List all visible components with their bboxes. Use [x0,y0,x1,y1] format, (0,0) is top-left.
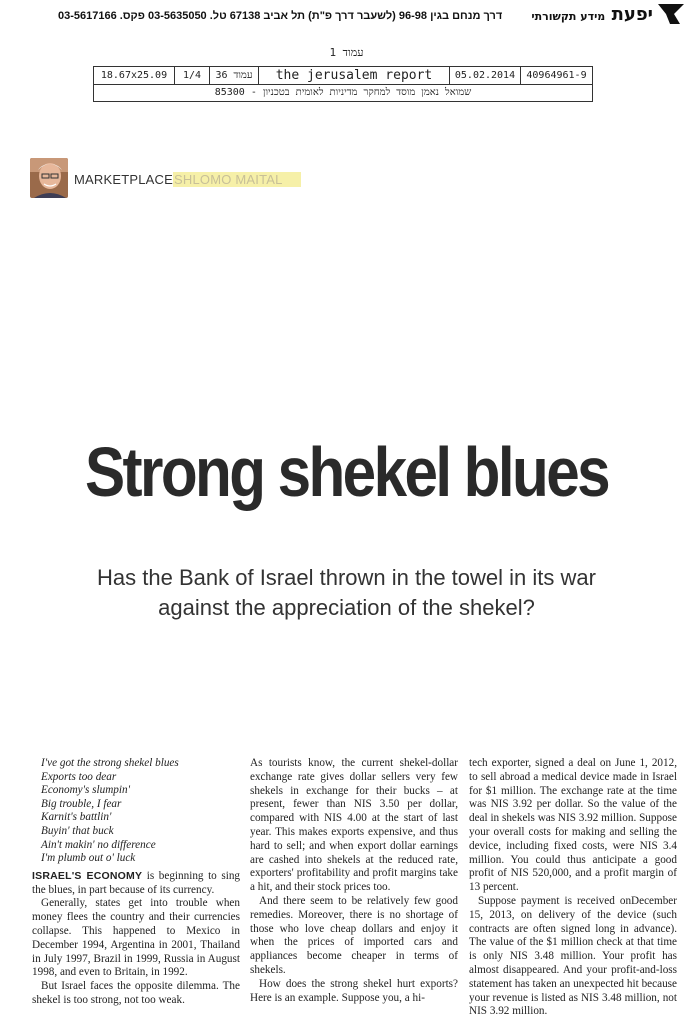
record-fraction: 1/4 [175,67,210,84]
paragraph [32,870,240,898]
clipping-address: דרך מנחם בגין 96-98 (לשעבר דרך פ"ת) תל אביב 67138 טל. 03-5635050 פקס. 03-5617166 [58,10,503,22]
paragraph: How does the strong shekel hurt exports? Here is an example. Suppose you, a hi- [250,977,458,1004]
poem-line: Ain't makin' no difference [41,838,156,851]
paragraph: As tourists know, the current shekel-dollar exchange rate gives dollar sellers very few shekels in exchange for their bucks – at present, fewer than NIS 3.50 per dollar, compared with NIS 4.00 at the start of last year. This makes exports expensive, and thus hard to sell; and when export dollar earnings are cashed into shekels at the reduced rate, exporters' profitability and profit margins take a hit, and their stock prices too. [250,757,458,894]
lead-caps: ISRAEL'S ECONOMY [32,869,143,882]
byline [74,172,301,187]
clipping-header [0,0,693,30]
poem [32,757,240,866]
clipping-record-table [93,66,593,102]
logo-text: יפעת [611,4,653,25]
section-name: MARKETPLACE [74,172,174,187]
record-subject: שמואל נאמן מוסד למחקר מדיניות לאומית בטכניון - 85300 [214,87,472,98]
poem-line: I'm plumb out o' luck [41,852,136,865]
paragraph: Suppose payment is received onDecember 15, 2013, on delivery of the device (such contracts are often signed long in advance). The value of the $1 million check at that time is only NIS 3.48 million. Your profit has almost disappeared. And your profit-and-loss statement has taken an unexpected hit because your revenue is listed as NIS 3.48 million, not NIS 3.92 million. [469,894,677,1018]
article-subhead: Has the Bank of Israel thrown in the towel in its war against the appreciation of the shekel? [97,565,596,620]
poem-line: Buyin' that buck [41,824,114,837]
logo-subtitle: מידע תקשורתי [531,10,606,23]
clipping-logo [531,4,653,25]
record-date: 05.02.2014 [450,67,521,84]
paragraph: And there seem to be relatively few good remedies. Moreover, there is no shortage of those who love cheap dollars and enjoy it when the prices of imported cars and appliances become cheaper in terms of shekels. [250,894,458,976]
paragraph-text: is beginning to sing the blues, in part because of its currency. [32,869,241,896]
page-label: עמוד 1 [329,46,364,59]
paragraph: But Israel faces the opposite dilemma. The shekel is too strong, not too weak. [32,980,240,1006]
ifat-logo-icon [656,2,686,26]
article-column-3 [469,757,677,1019]
paragraph: tech exporter, signed a deal on June 1, 2012, to sell abroad a medical device made in Israel for $1 million. The exchange rate at the time was NIS 3.92 per dollar. So the value of the deal in shekels was NIS 3.92 million. Suppose your overall costs for making and selling the device, including fixed costs, were NIS 3.4 million. You could thus anticipate a good profit of NIS 520,000, and a profit margin of 13 percent. [469,757,677,894]
poem-line: Karnit's battlin' [41,811,112,824]
poem-line: Exports too dear [41,770,117,783]
poem-line: I've got the strong shekel blues [41,757,179,769]
author-name: SHLOMO MAITAL [173,172,301,187]
article-headline: Strong shekel blues [84,433,609,511]
record-page: עמוד 36 [210,67,259,84]
record-publication: the jerusalem report [259,67,450,84]
article-column-2 [250,757,458,1005]
article-column-1 [32,757,240,1008]
paragraph: Generally, states get into trouble when money flees the country and their currencies collapse. This happened to Mexico in December 1994, Argentina in 2001, Thailand in July 1997, Brazil in 1999, Russia in August 1998, and even to Britain, in 1992. [32,897,240,979]
record-size: 18.67x25.09 [94,67,175,84]
poem-line: Big trouble, I fear [41,797,122,810]
record-id: 40964961-9 [526,70,587,81]
author-portrait [30,158,68,198]
poem-line: Economy's slumpin' [41,784,130,797]
